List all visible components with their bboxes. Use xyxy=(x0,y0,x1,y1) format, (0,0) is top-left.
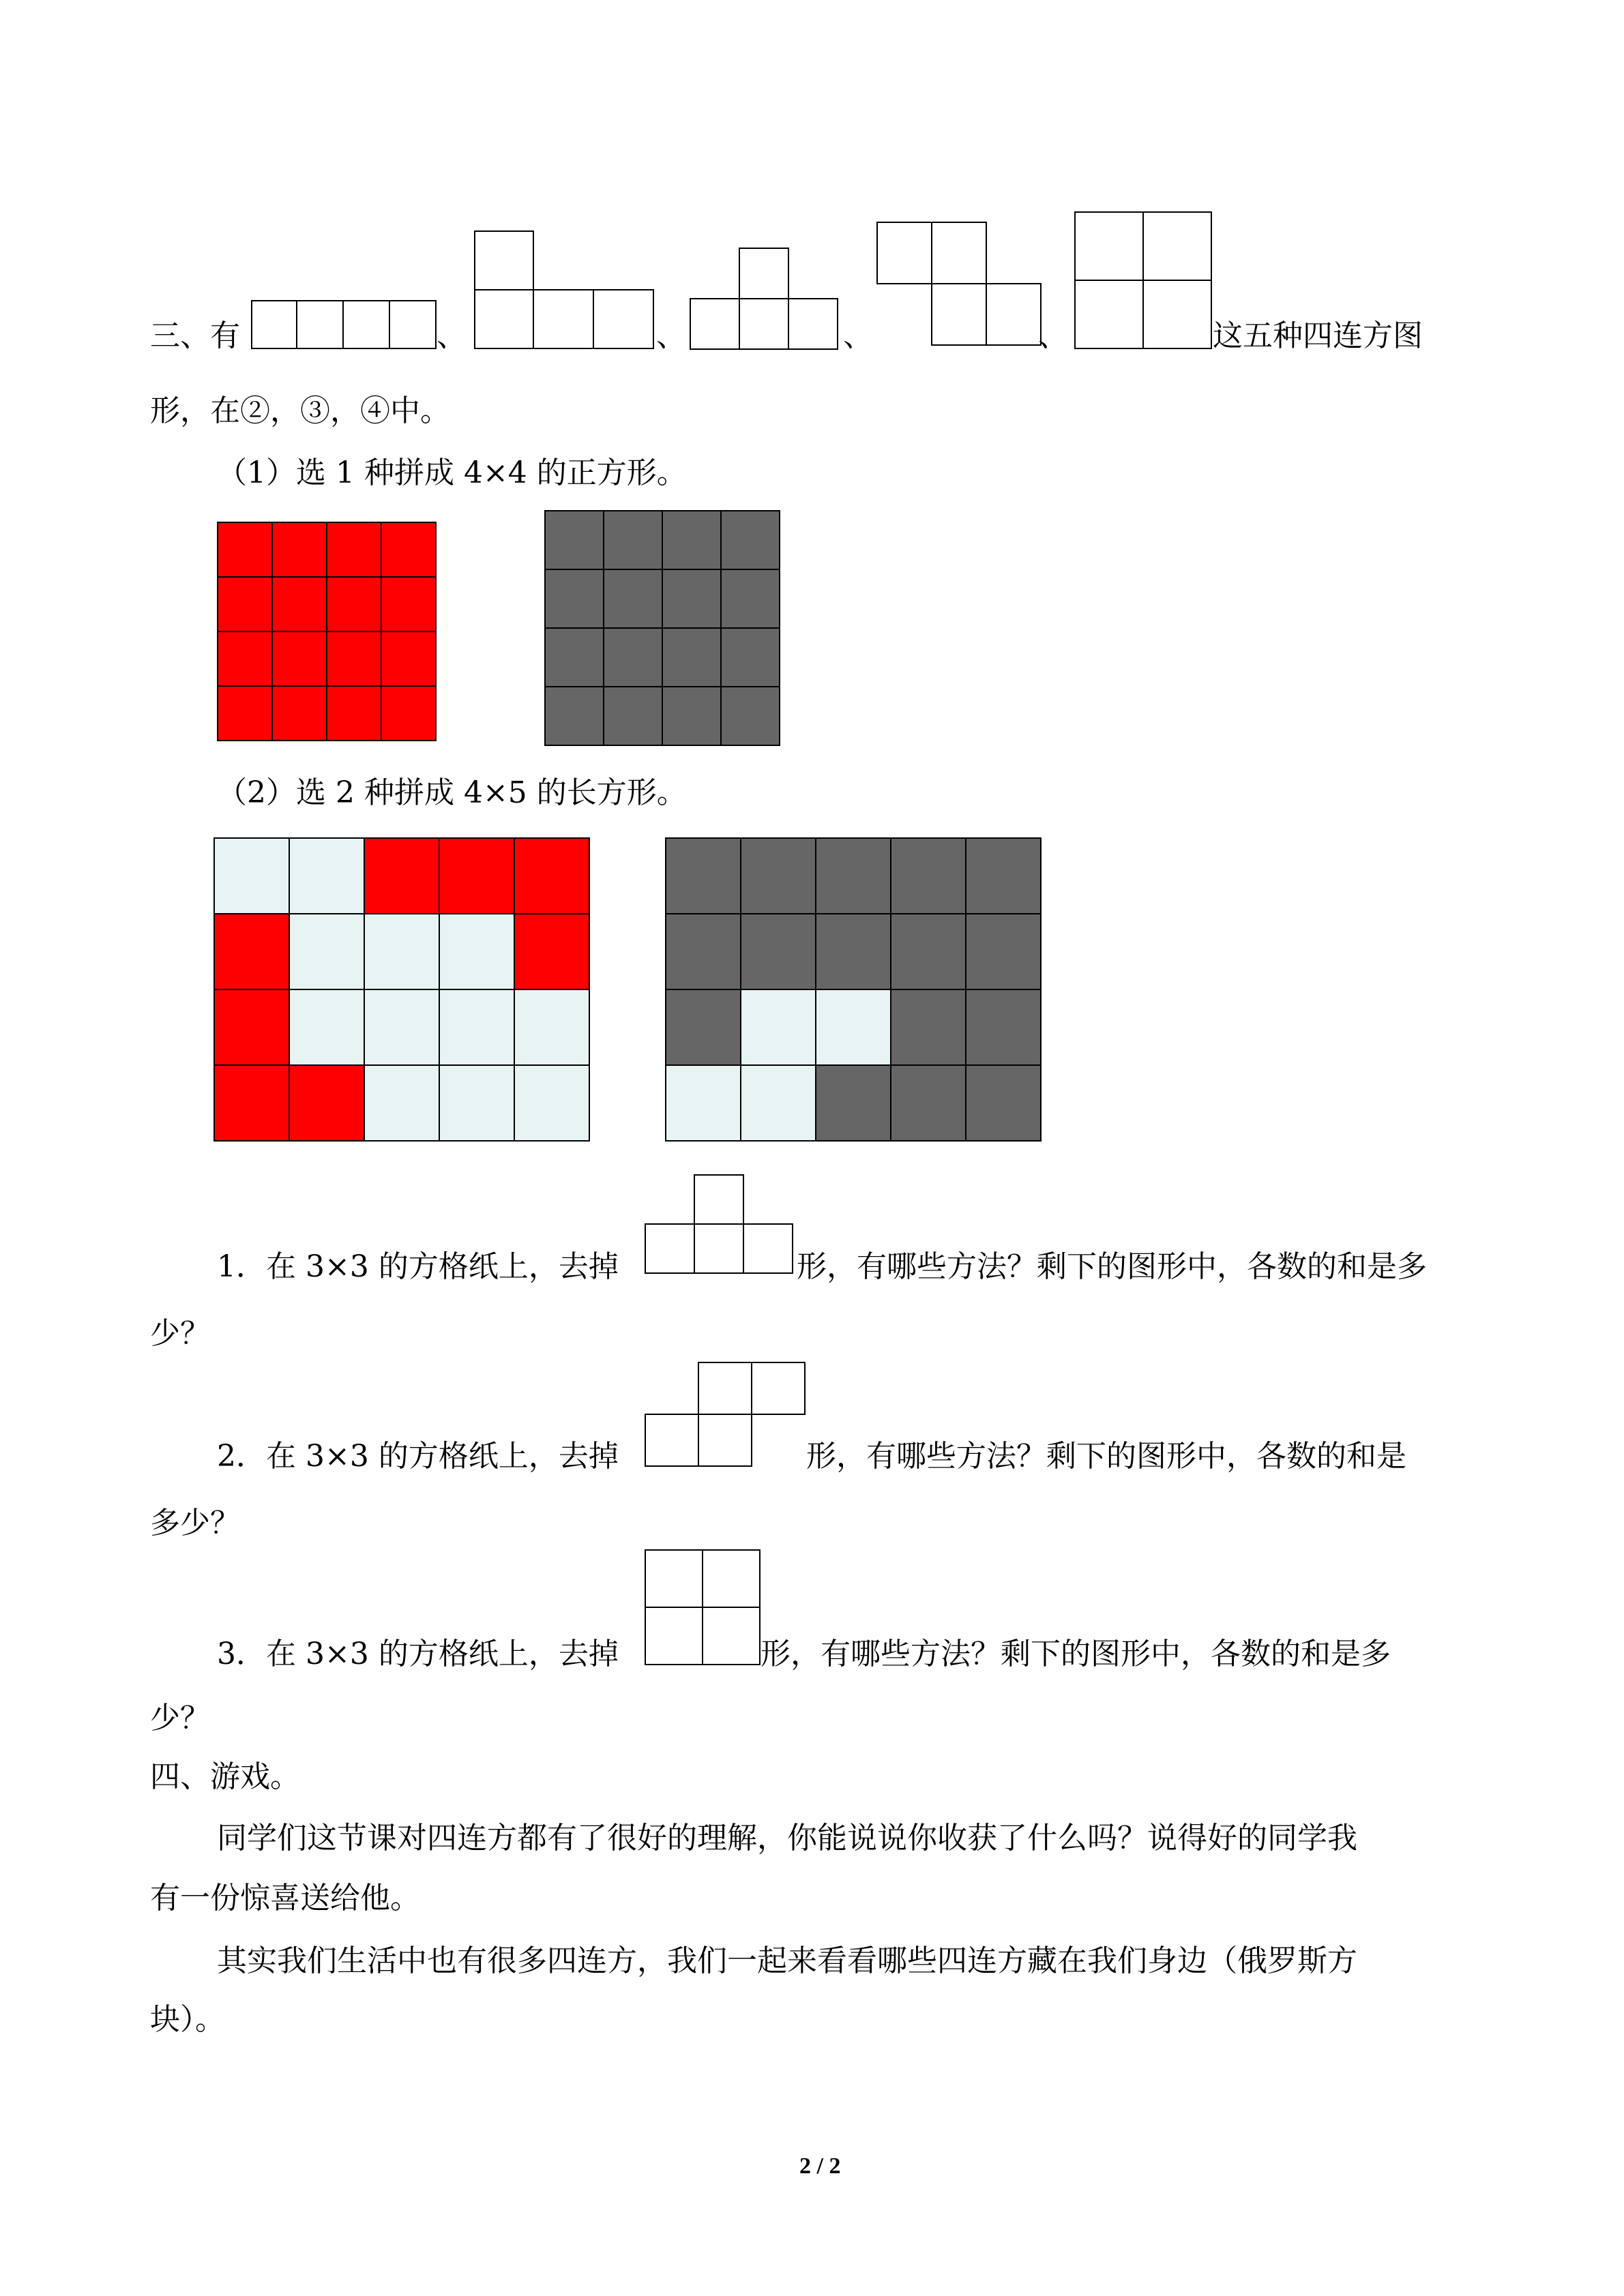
problem-1-text-c: 少？ xyxy=(150,1316,210,1351)
page-number: 2 / 2 xyxy=(799,2153,841,2179)
grid-cell xyxy=(217,576,273,632)
grid-cell xyxy=(603,627,663,687)
separator: 、 xyxy=(656,318,686,353)
section3-suffix: 这五种四连方图 xyxy=(1213,318,1423,353)
grid-cell xyxy=(665,913,741,990)
grid-cell xyxy=(271,576,327,632)
grid-cell xyxy=(544,627,604,687)
grid-cell xyxy=(381,685,437,741)
problem-2-text-a: 2．在 3×3 的方格纸上，去掉 xyxy=(217,1439,619,1474)
separator: 、 xyxy=(437,318,467,353)
grid-cell xyxy=(213,837,290,914)
grid-cell xyxy=(965,989,1042,1066)
grid-cell xyxy=(662,510,722,570)
grid-cell xyxy=(439,1064,515,1142)
grid-cell xyxy=(890,1064,966,1142)
problem-1-text-b: 形，有哪些方法？剩下的图形中，各数的和是多 xyxy=(797,1249,1427,1284)
grid-cell xyxy=(544,510,604,570)
grid-cell xyxy=(815,989,891,1066)
grid-cell xyxy=(662,569,722,629)
question-2: （2）选 2 种拼成 4×5 的长方形。 xyxy=(217,775,687,810)
grid-cell xyxy=(815,1064,891,1142)
grid-cell xyxy=(665,1064,741,1142)
grid-cell xyxy=(364,1064,440,1142)
grid-cell xyxy=(217,631,273,687)
grid-cell xyxy=(740,989,816,1066)
grid-cell xyxy=(740,1064,816,1142)
grid-cell xyxy=(890,913,966,990)
grid-cell xyxy=(289,1064,365,1142)
grid-cell xyxy=(662,627,722,687)
section4-para1-b: 有一份惊喜送给他。 xyxy=(150,1881,420,1915)
grid-cell xyxy=(603,510,663,570)
grid-cell xyxy=(326,685,382,741)
grid-cell xyxy=(720,510,780,570)
grid-cell xyxy=(514,913,590,990)
problem-3-text-c: 少？ xyxy=(150,1701,210,1735)
grid-cell xyxy=(326,631,382,687)
section4-heading: 四、游戏。 xyxy=(150,1759,300,1794)
grid-cell xyxy=(740,913,816,990)
section4-para2-a: 其实我们生活中也有很多四连方，我们一起来看看哪些四连方藏在我们身边（俄罗斯方 xyxy=(217,1943,1357,1978)
grid-cell xyxy=(217,522,273,578)
grid-cell xyxy=(965,1064,1042,1142)
problem-2-text-b: 形，有哪些方法？剩下的图形中，各数的和是 xyxy=(806,1439,1406,1474)
grid-cell xyxy=(720,686,780,746)
grid-cell xyxy=(381,522,437,578)
grid-cell xyxy=(213,913,290,990)
grid-cell xyxy=(603,686,663,746)
separator: 、 xyxy=(1038,318,1068,353)
grid-cell xyxy=(439,913,515,990)
grid-cell xyxy=(271,522,327,578)
grid-cell xyxy=(665,989,741,1066)
grid-cell xyxy=(544,569,604,629)
grid-cell xyxy=(514,1064,590,1142)
grid-cell xyxy=(439,989,515,1066)
grid-cell xyxy=(544,686,604,746)
grid-cell xyxy=(289,913,365,990)
grid-cell xyxy=(965,837,1042,914)
grid-cell xyxy=(271,685,327,741)
grid-cell xyxy=(514,837,590,914)
grid-cell xyxy=(326,522,382,578)
grid-cell xyxy=(271,631,327,687)
question-1: （1）选 1 种拼成 4×4 的正方形。 xyxy=(217,456,687,490)
grid-cell xyxy=(965,913,1042,990)
grid-cell xyxy=(662,686,722,746)
problem-1-text-a: 1．在 3×3 的方格纸上，去掉 xyxy=(217,1249,619,1284)
grid-cell xyxy=(720,627,780,687)
section4-para2-b: 块）。 xyxy=(150,2002,225,2037)
grid-cell xyxy=(289,837,365,914)
grid-cell xyxy=(217,685,273,741)
grid-cell xyxy=(364,913,440,990)
section3-line2: 形，在②，③，④中。 xyxy=(150,393,450,428)
grid-cell xyxy=(213,1064,290,1142)
grid-cell xyxy=(381,631,437,687)
grid-cell xyxy=(381,576,437,632)
grid-cell xyxy=(364,989,440,1066)
problem-3-text-b: 形，有哪些方法？剩下的图形中，各数的和是多 xyxy=(761,1637,1391,1671)
grid-cell xyxy=(890,837,966,914)
problem-2-text-c: 多少？ xyxy=(150,1506,240,1540)
grid-cell xyxy=(213,989,290,1066)
section3-prefix: 三、有 xyxy=(150,318,240,353)
grid-cell xyxy=(665,837,741,914)
grid-cell xyxy=(364,837,440,914)
grid-cell xyxy=(815,837,891,914)
section4-para1-a: 同学们这节课对四连方都有了很好的理解，你能说说你收获了什么吗？说得好的同学我 xyxy=(217,1821,1357,1855)
grid-cell xyxy=(815,913,891,990)
grid-cell xyxy=(720,569,780,629)
grid-cell xyxy=(326,576,382,632)
grid-cell xyxy=(514,989,590,1066)
grid-cell xyxy=(439,837,515,914)
problem-3-text-a: 3．在 3×3 的方格纸上，去掉 xyxy=(217,1637,619,1671)
grid-cell xyxy=(289,989,365,1066)
grid-cell xyxy=(740,837,816,914)
grid-cell xyxy=(890,989,966,1066)
grid-cell xyxy=(603,569,663,629)
separator: 、 xyxy=(843,318,873,353)
